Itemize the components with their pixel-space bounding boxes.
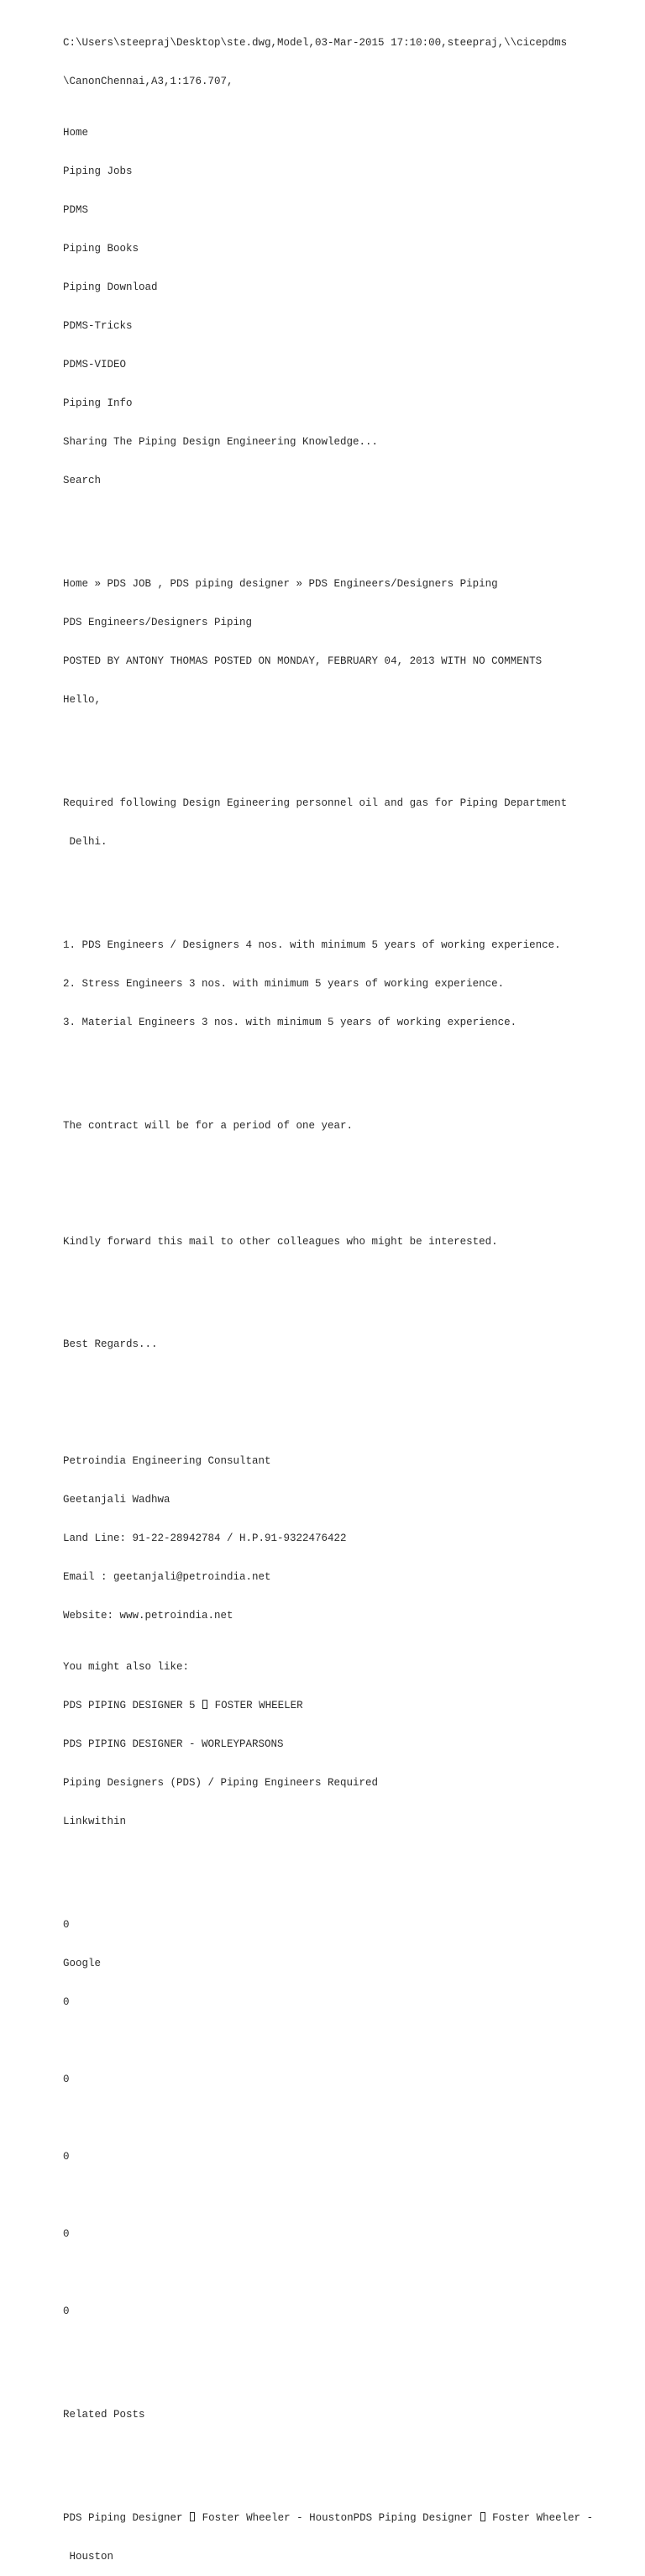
nav-pdms-video[interactable]: PDMS-VIDEO [63,359,127,371]
spacer [63,1391,600,1417]
spacer [63,1171,600,1197]
post-title: PDS Engineers/Designers Piping [63,617,253,629]
share-count: 0 [63,2151,70,2163]
also-like-item-1[interactable] [63,1700,600,1712]
share-count: 0 [63,2228,70,2241]
share-count: 0 [63,1995,70,2008]
google-share-label[interactable]: Google [63,1957,102,1969]
spacer [63,527,600,539]
share-count: 0 [63,2305,70,2318]
related-post-text-a: PDS Piping Designer [63,2511,183,2524]
nav-piping-info[interactable]: Piping Info [63,397,133,410]
requirement-item: 2. Stress Engineers 3 nos. with minimum 5 years of working experience. [63,977,505,990]
spacer [63,1068,600,1080]
also-like-item-2[interactable]: PDS PIPING DESIGNER - WORLEYPARSONS [63,1738,284,1751]
file-path-line-1: C:\Users\steepraj\Desktop\ste.dwg,Model,03-Mar-2015 17:10:00,steepraj,\\cicepdms [63,36,568,49]
spacer [63,2190,600,2202]
spacer [63,746,600,759]
requirement-item: 1. PDS Engineers / Designers 4 nos. with minimum 5 years of working experience. [63,938,561,951]
forward-text: Kindly forward this mail to other colleagues who might be interested. [63,1235,498,1248]
related-post-line-2[interactable]: Houston [69,2550,114,2563]
post-intro-line-1: Required following Design Egineering personnel oil and gas for Piping Department [63,796,568,809]
also-like-item-1-text-b: FOSTER WHEELER [214,1700,303,1712]
spacer [63,887,600,900]
post-greeting: Hello, [63,694,102,707]
spacer [63,2267,600,2279]
spacer [63,2112,600,2125]
signature-website[interactable]: Website: www.petroindia.net [63,1609,233,1622]
spacer [63,2358,600,2370]
signature-company: Petroindia Engineering Consultant [63,1454,271,1467]
spacer [63,2035,600,2048]
nav-pdms-tricks[interactable]: PDMS-Tricks [63,320,133,333]
regards-text: Best Regards... [63,1338,158,1351]
related-post-text-c: Foster Wheeler - [492,2511,594,2524]
missing-glyph-icon [480,2512,485,2521]
document-body [63,11,600,2576]
linkwithin-link[interactable]: Linkwithin [63,1816,127,1828]
signature-email[interactable]: Email : geetanjali@petroindia.net [63,1570,271,1583]
nav-piping-books[interactable]: Piping Books [63,243,139,255]
signature-name: Geetanjali Wadhwa [63,1493,170,1506]
file-path-line-2: \CanonChennai,A3,1:176.707, [63,75,233,87]
also-like-item-1-text-a: PDS PIPING DESIGNER 5 [63,1700,196,1712]
spacer [63,1287,600,1300]
nav-piping-jobs[interactable]: Piping Jobs [63,166,133,178]
related-post-text-b: Foster Wheeler - HoustonPDS Piping Designer [202,2511,474,2524]
share-count: 0 [63,1918,70,1931]
spacer [63,2460,600,2473]
post-meta: POSTED BY ANTONY THOMAS POSTED ON MONDAY, FEBRUARY 04, 2013 WITH NO COMMENTS [63,655,543,668]
nav-home[interactable]: Home [63,127,89,139]
spacer [63,1868,600,1880]
requirement-item: 3. Material Engineers 3 nos. with minimum 5 years of working experience. [63,1016,517,1028]
signature-phone: Land Line: 91-22-28942784 / H.P.91-9322476422 [63,1532,347,1544]
also-like-heading: You might also like: [63,1661,190,1673]
nav-piping-download[interactable]: Piping Download [63,281,158,294]
share-count: 0 [63,2074,70,2085]
missing-glyph-icon [190,2512,195,2521]
missing-glyph-icon [202,1700,207,1709]
site-tagline: Sharing The Piping Design Engineering Knowledge... [63,436,379,449]
breadcrumb[interactable]: Home » PDS JOB , PDS piping designer » PDS Engineers/Designers Piping [63,578,498,591]
contract-text: The contract will be for a period of one year. [63,1119,354,1132]
related-post-line-1[interactable] [63,2512,600,2525]
also-like-item-3[interactable]: Piping Designers (PDS) / Piping Engineers Required [63,1777,379,1790]
search-label[interactable]: Search [63,475,102,487]
related-posts-heading: Related Posts [63,2408,145,2421]
post-intro-line-2: Delhi. [69,836,108,848]
nav-pdms[interactable]: PDMS [63,204,89,217]
